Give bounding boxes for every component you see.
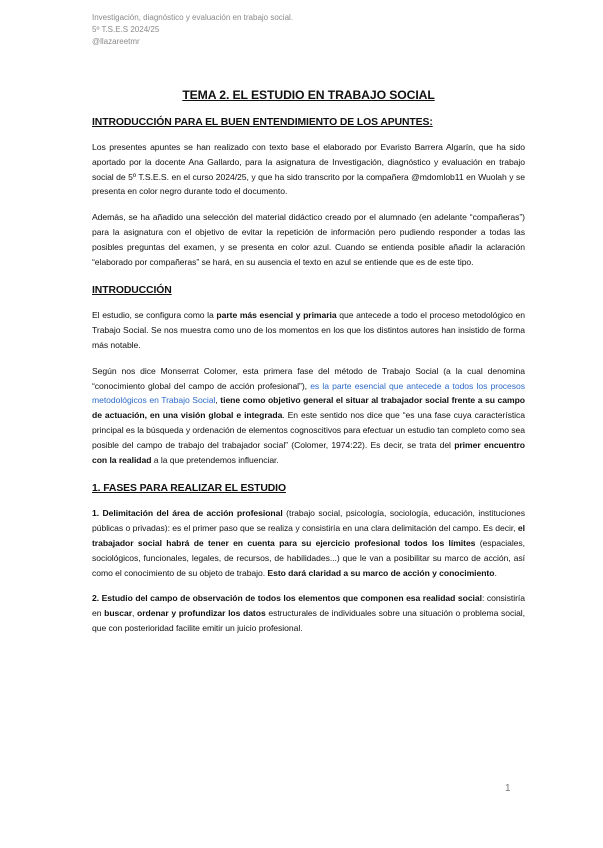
paragraph-introduccion-2 (92, 364, 525, 468)
bold-run: 1. Delimitación del área de acción profesional (92, 508, 283, 519)
page-header (92, 12, 293, 48)
document-title: TEMA 2. EL ESTUDIO EN TRABAJO SOCIAL (182, 88, 435, 102)
text-run: a la que pretendemos influenciar. (151, 454, 279, 465)
text-run: , (132, 608, 138, 619)
bold-run: buscar (104, 608, 133, 619)
text-run: . (494, 567, 497, 578)
paragraph-introduccion-1 (92, 308, 525, 352)
bold-run: Esto dará claridad a su marco de acción y conocimiento (267, 567, 495, 578)
text-run: (trabajo social, psicología, sociología, educación, instituciones públicas o privadas): es el primer paso que se realiza y consistiría en una clara delimitación del campo. Es decir, (92, 508, 525, 534)
header-course: Investigación, diagnóstico y evaluación en trabajo social. (92, 13, 294, 22)
blue-text-run: es la parte esencial que antecede a todos los procesos metodológicos en Trabajo Social (92, 380, 525, 406)
bold-run: ordenar y profundizar los datos (137, 608, 266, 619)
text-run: El estudio, se configura como la (92, 310, 217, 321)
document-body (92, 88, 525, 647)
bold-run: parte más esencial y primaria (216, 310, 337, 321)
page-number: 1 (505, 783, 511, 794)
text-run: Según nos dice Monserrat Colomer, esta primera fase del método de Trabajo Social (a la cual denomina “conocimiento global del campo de acción profesional”), (92, 365, 525, 391)
text-run: . En este sentido nos dice que “es una fase cuya característica principal es la búsqueda y ordenación de elementos cognoscitivos para efectuar un estudio tan completo como sea posible del campo de trabajo del trabajador social” (Colomer, 1974:22). Es decir, se trata del (92, 410, 526, 450)
header-author: @llazareetmr (92, 37, 140, 46)
text-run: : consistiría en (92, 593, 525, 619)
paragraph-intro-apuntes-2: Además, se ha añadido una selección del material didáctico creado por el alumnado (en adelante “compañeras”) para la asignatura con el objetivo de evitar la repetición de información pero pudiendo responder a todas las posibles preguntas del examen, y se presenta en color azul. Cuando se entienda posible añadir la aclaración “elaborado por compañeras” se hará, en su ausencia el texto en azul se entiende que es de este tipo. (92, 212, 525, 267)
text-run: que antecede a todo el proceso metodológico en Trabajo Social. Se nos muestra como uno de los momentos en los que los distintos autores han insistido de forma más notable. (92, 310, 525, 350)
section-heading-introduccion: INTRODUCCIÓN (92, 285, 172, 297)
bold-run: tiene como objetivo general el situar al trabajador social frente a su campo de actuación, en una visión global e integrada (92, 395, 525, 421)
text-run: (espaciales, sociológicos, funcionales, legales, de recursos, de habilidades...) que le van a posibilitar su marco de acción, así como el conocimiento de su objeto de trabajo. (92, 537, 525, 578)
bold-run: primer encuentro con la realidad (92, 439, 525, 465)
paragraph-fase-2 (92, 591, 525, 635)
paragraph-intro-apuntes-1: Los presentes apuntes se han realizado con texto base el elaborado por Evaristo Barrera Algarín, que ha sido aportado por la docente Ana Gallardo, para la asignatura de Investigación, diagnóstico y evaluación en trabajo social de 5º T.S.E.S. en el curso 2024/25, y que ha sido transcrito por la compañera @mdomlob11 en Wuolah y se presenta en color negro durante todo el documento. (92, 142, 525, 197)
text-run: , (215, 395, 221, 406)
section-heading-intro-apuntes: INTRODUCCIÓN PARA EL BUEN ENTENDIMIENTO DE LOS APUNTES: (92, 117, 433, 128)
text-run: estructurales de individuales sobre una situación o problema social, que con posterioridad facilite emitir un juicio profesional. (92, 608, 526, 633)
bold-run: el trabajador social habrá de tener en cuenta para su ejercicio profesional todos los límites (92, 523, 525, 548)
header-year: 5º T.S.E.S 2024/25 (92, 25, 160, 34)
paragraph-fase-1 (92, 506, 525, 580)
bold-run: 2. Estudio del campo de observación de todos los elementos que componen esa realidad social (92, 593, 482, 604)
section-heading-fases: 1. FASES PARA REALIZAR EL ESTUDIO (92, 483, 286, 495)
